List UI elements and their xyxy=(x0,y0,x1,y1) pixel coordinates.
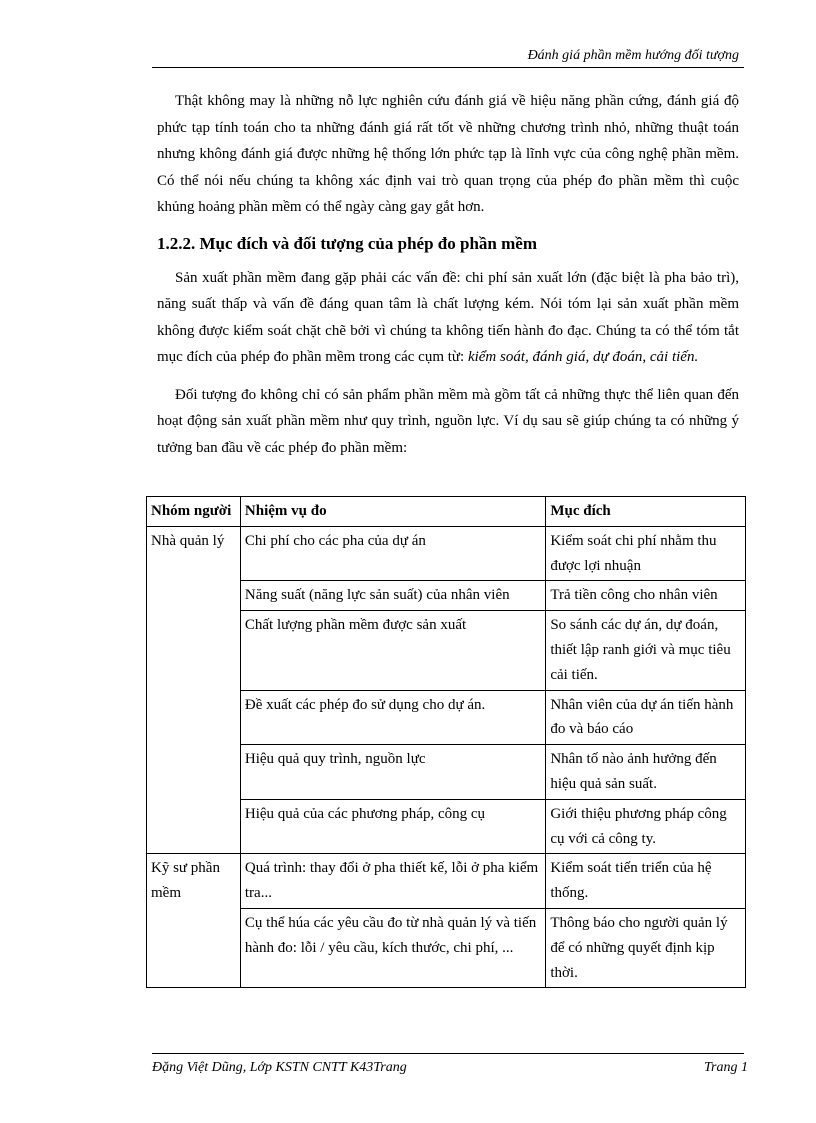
purpose-cell: Nhân viên của dự án tiến hành đo và báo cáo xyxy=(546,690,746,745)
task-cell: Cụ thể húa các yêu cầu đo từ nhà quản lý và tiến hành đo: lỗi / yêu cầu, kích thước, chi phí, ... xyxy=(240,908,545,987)
purpose-cell: Kiểm soát tiến triển của hệ thống. xyxy=(546,854,746,909)
table-header-row xyxy=(147,497,746,527)
purpose-paragraph-text: Sản xuất phần mềm đang gặp phải các vấn đề: chi phí sản xuất lớn (đặc biệt là pha bảo trì), năng suất thấp và vấn đề đáng quan tâm là chất lượng kém. Nói tóm lại sản xuất phần mềm không được kiểm soát chặt chẽ bởi vì chúng ta không tiến hành đo đạc. Chúng ta có thể tóm tắt mục đích của phép đo phần mềm trong các cụm từ: xyxy=(157,269,739,365)
footer-author: Đặng Việt Dũng, Lớp KSTN CNTT K43Trang xyxy=(152,1060,407,1075)
task-cell: Đề xuất các phép đo sử dụng cho dự án. xyxy=(240,690,545,745)
objects-paragraph: Đối tượng đo không chỉ có sản phẩm phần mềm mà gồm tất cả những thực thể liên quan đến hoạt động sản xuất phần mềm như quy trình, nguồn lực. Ví dụ sau sẽ giúp chúng ta có những ý tưởng ban đầu về các phép đo phần mềm: xyxy=(157,386,739,456)
header-rule xyxy=(152,67,744,68)
page-content xyxy=(157,88,739,472)
task-cell: Chi phí cho các pha của dự án xyxy=(240,526,545,581)
purpose-cell: Thông báo cho người quản lý để có những quyết định kịp thời. xyxy=(546,908,746,987)
purpose-cell: Nhân tố nào ảnh hưởng đến hiệu quả sản suất. xyxy=(546,745,746,800)
purpose-cell: Trả tiền công cho nhân viên xyxy=(546,581,746,611)
measurement-table xyxy=(146,496,746,988)
task-cell: Hiệu quả quy trình, nguồn lực xyxy=(240,745,545,800)
section-heading: 1.2.2. Mục đích và đối tượng của phép đo phần mềm xyxy=(157,233,537,253)
purpose-cell: Kiểm soát chi phí nhằm thu được lợi nhuận xyxy=(546,526,746,581)
page-number: Trang 1 xyxy=(704,1060,748,1075)
task-cell: Quá trình: thay đổi ở pha thiết kế, lỗi ở pha kiểm tra... xyxy=(240,854,545,909)
intro-paragraph: Thật không may là những nỗ lực nghiên cứu đánh giá về hiệu năng phần cứng, đánh giá độ phức tạp tính toán cho ta những đánh giá rất tốt về những chương trình nhỏ, những thuật toán nhưng không đánh giá được những hệ thống lớn phức tạp là lĩnh vực của công nghệ phần mềm. Có thể nói nếu chúng ta không xác định vai trò quan trọng của phép đo phần mềm thì cuộc khủng hoảng phần mềm có thể ngày càng gay gắt hơn. xyxy=(157,93,739,215)
task-cell: Chất lượng phần mềm được sản xuất xyxy=(240,611,545,690)
running-header: Đánh giá phần mềm hướng đối tượng xyxy=(527,48,739,63)
group-cell-engineer: Kỹ sư phần mềm xyxy=(147,854,241,988)
purpose-paragraph xyxy=(157,265,739,371)
table-row xyxy=(147,526,746,581)
header-task: Nhiệm vụ đo xyxy=(240,497,545,527)
header-group: Nhóm người xyxy=(147,497,241,527)
table-row xyxy=(147,854,746,909)
header-purpose: Mục đích xyxy=(546,497,746,527)
purpose-cell: So sánh các dự án, dự đoán, thiết lập ranh giới và mục tiêu cải tiến. xyxy=(546,611,746,690)
task-cell: Năng suất (năng lực sản suất) của nhân viên xyxy=(240,581,545,611)
footer-rule xyxy=(152,1053,744,1054)
purpose-cell: Giới thiệu phương pháp công cụ với cả công ty. xyxy=(546,799,746,854)
group-cell-manager: Nhà quản lý xyxy=(147,526,241,854)
task-cell: Hiệu quả của các phương pháp, công cụ xyxy=(240,799,545,854)
purpose-terms: kiểm soát, đánh giá, dự đoán, cải tiến. xyxy=(467,349,699,365)
